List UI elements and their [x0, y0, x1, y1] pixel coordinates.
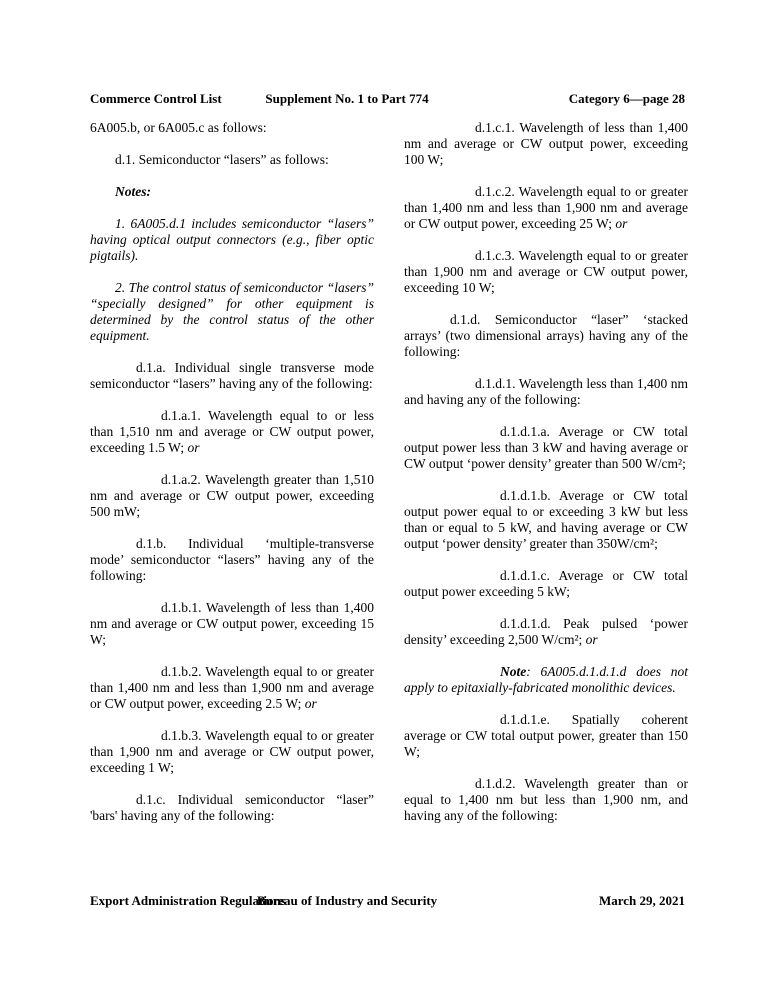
- header-supplement-title: Supplement No. 1 to Part 774: [265, 91, 429, 106]
- text-segment: or: [304, 696, 317, 711]
- header-document-title: Commerce Control List: [90, 91, 222, 106]
- page-header: [90, 91, 685, 108]
- text-segment: : 6A005.d.1.d.1.d does not apply to epitaxially-fabricated monolithic devices.: [404, 664, 688, 695]
- paragraph: [404, 248, 688, 296]
- text-segment: d.1.d.1.e. Spatially coherent average or CW total output power, greater than 150 W;: [404, 712, 688, 759]
- right-column: [404, 120, 688, 824]
- text-segment: or: [615, 216, 628, 231]
- text-segment: d.1.c. Individual semiconductor “laser” 'bars' having any of the following:: [90, 792, 374, 823]
- text-segment: or: [585, 632, 598, 647]
- text-segment: d.1.a. Individual single transverse mode semiconductor “lasers” having any of the following:: [90, 360, 374, 391]
- paragraph: [90, 184, 374, 200]
- paragraph: [90, 152, 374, 168]
- paragraph: [404, 376, 688, 408]
- paragraph: [404, 616, 688, 648]
- paragraph: [404, 712, 688, 760]
- text-segment: 2. The control status of semiconductor “lasers” “specially designed” for other equipment is determined by the control status of the other equipment.: [90, 280, 374, 343]
- left-column: [90, 120, 374, 824]
- text-segment: d.1.b.2. Wavelength equal to or greater than 1,400 nm and less than 1,900 nm and average or CW output power, exceeding 2.5 W;: [90, 664, 374, 711]
- text-segment: d.1. Semiconductor “lasers” as follows:: [115, 152, 329, 167]
- paragraph: [90, 472, 374, 520]
- text-segment: 6A005.b, or 6A005.c as follows:: [90, 120, 267, 135]
- paragraph: [90, 280, 374, 344]
- footer-regulations-title: Export Administration Regulations: [90, 893, 286, 908]
- footer-bureau-title: Bureau of Industry and Security: [256, 893, 438, 908]
- text-segment: d.1.a.2. Wavelength greater than 1,510 nm and average or CW output power, exceeding 500 mW;: [90, 472, 374, 519]
- text-segment: d.1.d.2. Wavelength greater than or equal to 1,400 nm but less than 1,900 nm, and having any of the following:: [404, 776, 688, 823]
- page-footer: [90, 893, 685, 910]
- paragraph: [90, 536, 374, 584]
- paragraph: [404, 184, 688, 232]
- paragraph: [90, 600, 374, 648]
- body-columns: [90, 120, 687, 824]
- paragraph: [90, 120, 374, 136]
- text-segment: Note: [500, 664, 527, 679]
- text-segment: d.1.c.2. Wavelength equal to or greater than 1,400 nm and less than 1,900 nm and average or CW output power, exceeding 25 W;: [404, 184, 688, 231]
- text-segment: d.1.c.3. Wavelength equal to or greater than 1,900 nm and average or CW output power, exceeding 10 W;: [404, 248, 688, 295]
- paragraph: [404, 664, 688, 696]
- paragraph: [404, 312, 688, 360]
- paragraph: [90, 360, 374, 392]
- text-segment: d.1.d.1. Wavelength less than 1,400 nm and having any of the following:: [404, 376, 688, 407]
- text-segment: d.1.d.1.b. Average or CW total output power equal to or exceeding 3 kW but less than or equal to 5 kW, and having average or CW output ‘power density’ greater than 350W/cm²;: [404, 488, 688, 551]
- paragraph: [404, 488, 688, 552]
- text-segment: d.1.b. Individual ‘multiple-transverse mode’ semiconductor “lasers” having any of the following:: [90, 536, 374, 583]
- paragraph: [404, 120, 688, 168]
- text-segment: d.1.c.1. Wavelength of less than 1,400 nm and average or CW output power, exceeding 100 W;: [404, 120, 688, 167]
- text-segment: d.1.d.1.c. Average or CW total output power exceeding 5 kW;: [404, 568, 688, 599]
- text-segment: d.1.a.1. Wavelength equal to or less than 1,510 nm and average or CW output power, exceeding 1.5 W;: [90, 408, 374, 455]
- text-segment: d.1.d.1.d. Peak pulsed ‘power density’ exceeding 2,500 W/cm²;: [404, 616, 688, 647]
- paragraph: [90, 216, 374, 264]
- paragraph: [90, 664, 374, 712]
- paragraph: [404, 568, 688, 600]
- text-segment: or: [187, 440, 200, 455]
- text-segment: 1. 6A005.d.1 includes semiconductor “lasers” having optical output connectors (e.g., fiber optic pigtails).: [90, 216, 374, 263]
- header-category-page: Category 6—page 28: [568, 91, 685, 106]
- text-segment: Notes:: [115, 184, 151, 199]
- text-segment: d.1.d. Semiconductor “laser” ‘stacked arrays’ (two dimensional arrays) having any of the following:: [404, 312, 688, 359]
- paragraph: [90, 792, 374, 824]
- paragraph: [90, 408, 374, 456]
- footer-date: March 29, 2021: [598, 893, 685, 908]
- paragraph: [90, 728, 374, 776]
- text-segment: d.1.b.3. Wavelength equal to or greater than 1,900 nm and average or CW output power, exceeding 1 W;: [90, 728, 374, 775]
- paragraph: [404, 776, 688, 824]
- text-segment: d.1.d.1.a. Average or CW total output power less than 3 kW and having average or CW output ‘power density’ greater than 500 W/cm²;: [404, 424, 688, 471]
- text-segment: d.1.b.1. Wavelength of less than 1,400 nm and average or CW output power, exceeding 15 W;: [90, 600, 374, 647]
- paragraph: [404, 424, 688, 472]
